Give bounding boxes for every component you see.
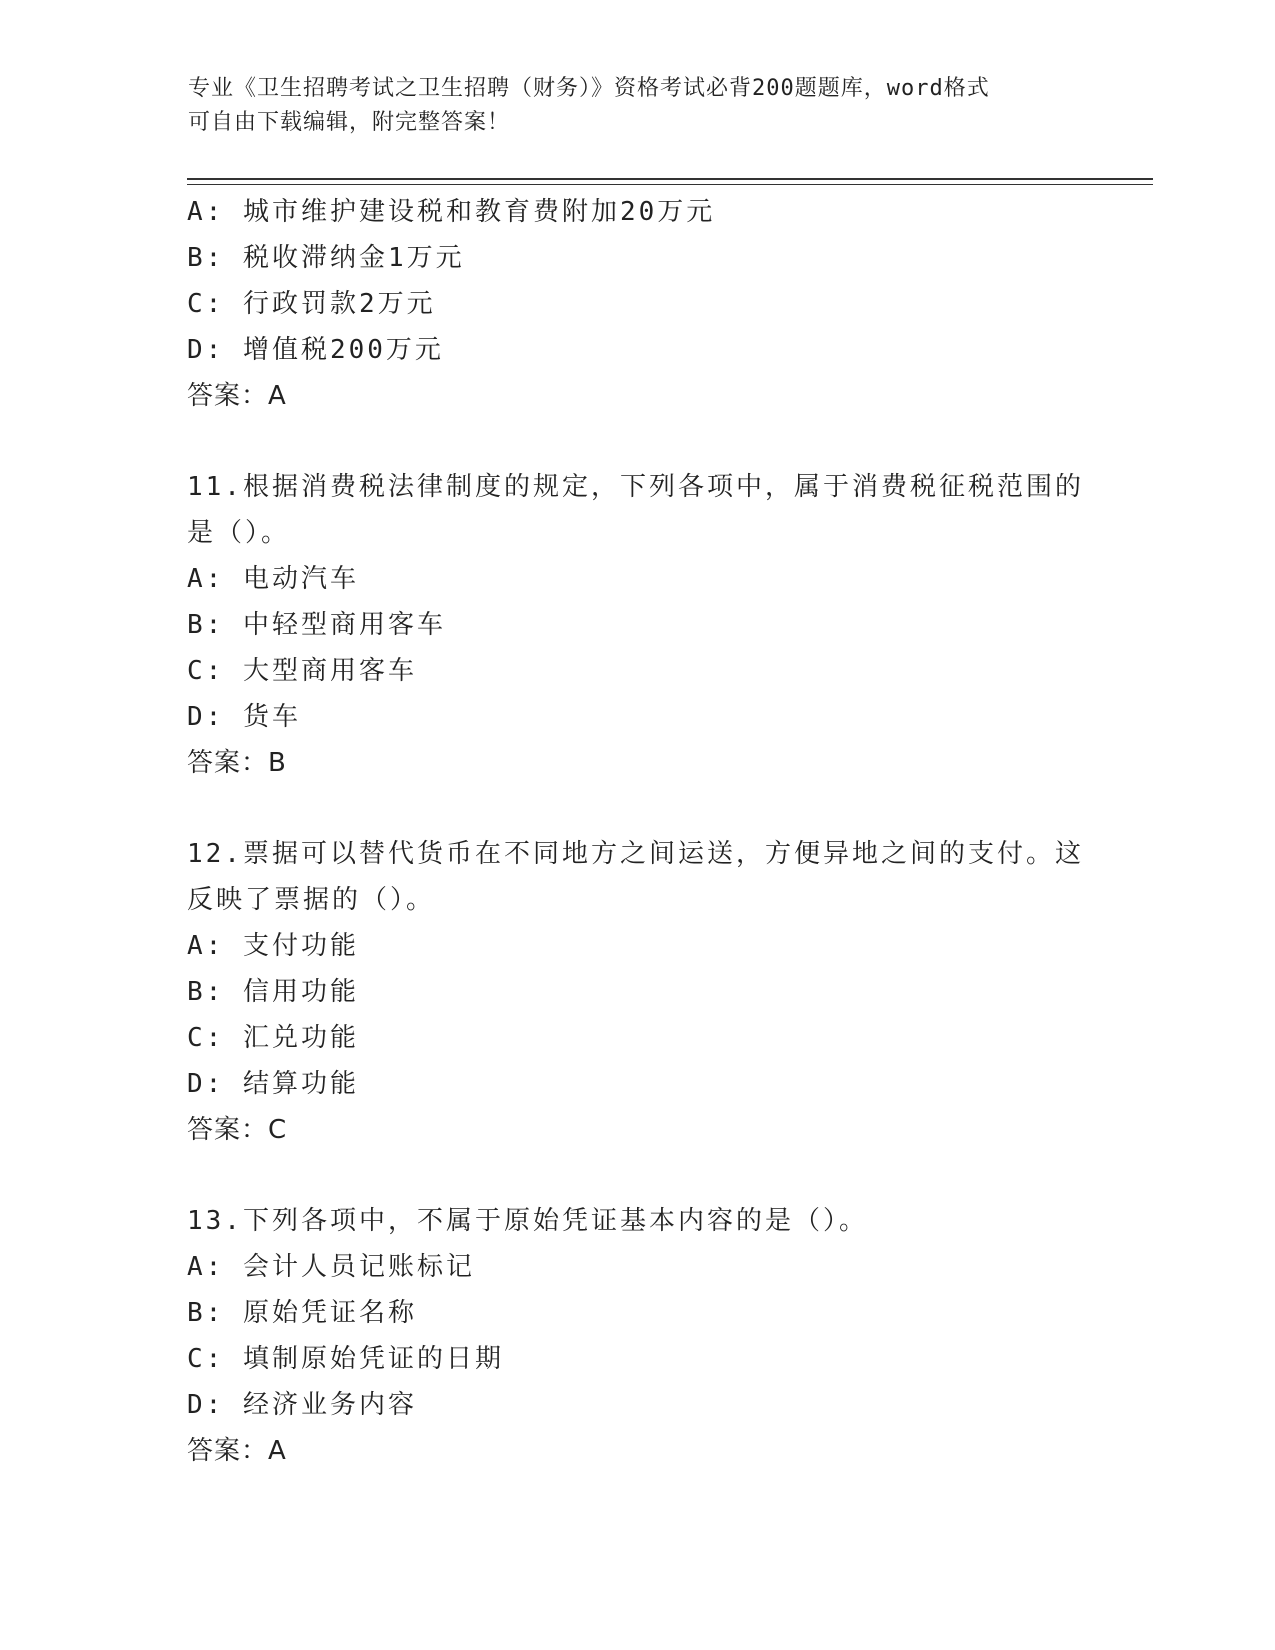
option-d: D: 增值税200万元 <box>187 335 444 365</box>
question-block-11 <box>187 464 1087 786</box>
question-stem: 13.下列各项中，不属于原始凭证基本内容的是（）。 <box>187 1206 868 1236</box>
answer: 答案：B <box>187 748 287 778</box>
option-d: D: 经济业务内容 <box>187 1390 417 1420</box>
option-a: A: 支付功能 <box>187 931 359 961</box>
question-stem: 是（）。 <box>187 518 291 548</box>
document-header <box>188 72 1088 140</box>
header-divider-thin <box>187 184 1153 185</box>
question-block-13 <box>187 1198 1087 1474</box>
answer: 答案：A <box>187 1436 287 1466</box>
question-block-10 <box>187 189 1087 419</box>
option-c: C: 大型商用客车 <box>187 656 417 686</box>
question-stem: 反映了票据的（）。 <box>187 885 436 915</box>
question-stem: 12.票据可以替代货币在不同地方之间运送，方便异地之间的支付。这 <box>187 839 1084 869</box>
option-b: B: 信用功能 <box>187 977 359 1007</box>
option-b: B: 税收滞纳金1万元 <box>187 243 465 273</box>
header-divider-thick <box>187 178 1153 180</box>
option-c: C: 行政罚款2万元 <box>187 289 436 319</box>
option-b: B: 原始凭证名称 <box>187 1298 417 1328</box>
option-a: A: 会计人员记账标记 <box>187 1252 475 1282</box>
option-b: B: 中轻型商用客车 <box>187 610 446 640</box>
option-a: A: 电动汽车 <box>187 564 359 594</box>
question-block-12 <box>187 831 1087 1153</box>
option-c: C: 填制原始凭证的日期 <box>187 1344 504 1374</box>
header-line-1: 专业《卫生招聘考试之卫生招聘（财务）》资格考试必背200题题库，word格式 <box>188 76 990 101</box>
option-d: D: 货车 <box>187 702 301 732</box>
option-a: A: 城市维护建设税和教育费附加20万元 <box>187 197 716 227</box>
question-list <box>187 189 1087 1474</box>
answer: 答案：A <box>187 381 287 411</box>
header-line-2: 可自由下载编辑，附完整答案！ <box>188 110 511 135</box>
question-stem: 11.根据消费税法律制度的规定，下列各项中，属于消费税征税范围的 <box>187 472 1084 502</box>
option-d: D: 结算功能 <box>187 1069 359 1099</box>
answer: 答案：C <box>187 1115 288 1145</box>
option-c: C: 汇兑功能 <box>187 1023 359 1053</box>
